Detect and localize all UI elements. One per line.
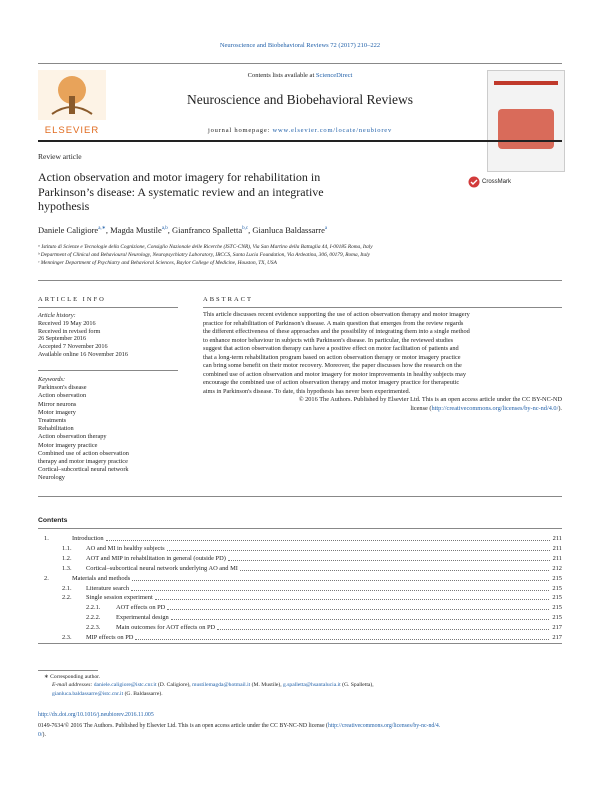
title-line-3: hypothesis — [38, 199, 90, 213]
keyword: Motor imagery practice — [38, 441, 98, 449]
toc-leader-dots — [217, 623, 549, 630]
abstract-line: aims in Parkinson's disease. To date, this hypothesis has never been experimented. — [203, 387, 411, 395]
article-info-heading: ARTICLE INFO — [38, 296, 106, 303]
toc-leader-dots — [132, 574, 549, 581]
homepage-link[interactable]: www.elsevier.com/locate/neubiorev — [272, 127, 393, 134]
affiliations-rule — [38, 280, 562, 281]
keyword: Parkinson's disease — [38, 384, 87, 392]
toc-leader-dots — [167, 603, 549, 610]
keyword: Cortical–subcortical neural network — [38, 466, 129, 474]
keyword: Motor imagery — [38, 408, 76, 416]
toc-number: 2.2.1. — [86, 604, 101, 612]
author-3[interactable]: Gianfranco Spalletta$^{b,c}$ — [172, 225, 249, 235]
journal-citation[interactable]: Neuroscience and Biobehavioral Reviews 72 (2017) 210–222 — [219, 42, 381, 49]
author-2[interactable]: Magda Mustile$^{a,b}$ — [110, 225, 168, 235]
email-owner: (G. Baldassarre). — [123, 690, 163, 697]
affiliation-c: ᶜ Menninger Department of Psychiatry and Behavioral Sciences, Baylor College of Medicine, Houston, TX, USA — [38, 260, 277, 267]
toc-page: 215 — [552, 584, 562, 592]
toc-leader-dots — [135, 633, 549, 640]
copyright-prefix: license ( — [410, 404, 432, 412]
history-revised-date: 26 September 2016 — [38, 335, 87, 343]
toc-number: 2.2. — [62, 594, 72, 602]
cover-band — [494, 81, 558, 85]
license-link[interactable]: http://creativecommons.org/licenses/by-nc-nd/4.0/ — [431, 404, 559, 412]
toc-title: Materials and methods — [72, 574, 131, 582]
copyright-line-1: © 2016 The Authors. Published by Elsevier Ltd. This is an open access article under the CC BY-NC-ND — [298, 396, 562, 403]
toc-leader-dots — [106, 534, 550, 541]
copyright-suffix: ). — [558, 404, 562, 412]
keyword: Combined use of action observation — [38, 449, 129, 457]
email-link[interactable]: g.spalletta@hsantalucia.it — [283, 682, 341, 689]
keyword: Action observation — [38, 392, 87, 400]
sciencedirect-link[interactable]: ScienceDirect — [315, 72, 353, 79]
toc-leader-dots — [131, 584, 549, 591]
toc-row[interactable] — [38, 574, 562, 584]
toc-row[interactable] — [38, 603, 562, 613]
toc-row[interactable] — [38, 633, 562, 643]
abstract-line: the different effectiveness of these approaches and the possibility of integrating them into a single method — [203, 328, 470, 335]
author-1[interactable]: Daniele Caligiore$^{a,∗}$ — [38, 225, 106, 235]
toc-page: 211 — [552, 544, 562, 552]
header-top-rule — [38, 63, 562, 64]
toc-leader-dots — [228, 554, 550, 561]
contents-heading: Contents — [38, 517, 68, 524]
toc-page: 217 — [552, 634, 562, 641]
toc-number: 2.1. — [62, 584, 72, 592]
email-owner: (D. Caligiore), — [156, 682, 193, 689]
toc-leader-dots — [240, 564, 549, 571]
keyword: Treatments — [38, 417, 67, 425]
history-received: Received 19 May 2016 — [38, 319, 96, 327]
history-online: Available online 16 November 2016 — [38, 350, 128, 358]
toc-page: 215 — [552, 614, 562, 622]
abstract-line: encourage the combined use of action observation therapy and motor imagery practice for therapeutic — [203, 379, 460, 386]
footnotes — [38, 673, 562, 698]
article-history — [38, 312, 188, 359]
homepage-prefix: journal homepage: — [207, 127, 273, 134]
toc-title: Experimental design — [116, 614, 169, 622]
keyword: therapy and motor imagery practice — [38, 458, 128, 466]
abstract-heading: ABSTRACT — [203, 296, 253, 303]
journal-homepage — [140, 127, 460, 134]
email-link[interactable]: gianluca.baldassarre@istc.cnr.it — [52, 690, 124, 697]
email-link[interactable]: mustilemagda@hotmail.it — [192, 682, 251, 689]
corresponding-author: ∗ Corresponding author. — [44, 674, 101, 680]
abstract-line: combined use of action observation and motor imagery for motor improvements in healthy subjects may — [203, 370, 467, 378]
email-label: E-mail addresses: — [52, 682, 93, 689]
issn-license-link-cont[interactable]: 0/ — [38, 731, 43, 738]
keyword: Neurology — [38, 474, 65, 482]
issn-license — [38, 722, 562, 739]
email-owner: (G. Spalletta), — [340, 682, 374, 689]
toc-number: 2.2.2. — [86, 614, 101, 622]
keyword: Mirror neurons — [38, 400, 77, 408]
abstract-line: that a long-term rehabilitation program based on action observation therapy or motor imagery practice — [203, 353, 461, 361]
toc-page: 217 — [552, 624, 562, 632]
issn-license-link[interactable]: http://creativecommons.org/licenses/by-nc-nd/4. — [327, 723, 441, 729]
copyright-line-2 — [203, 405, 562, 414]
email-owner: (M. Mustile), — [250, 682, 284, 689]
header-bottom-rule — [38, 140, 562, 142]
toc-number: 1.1. — [62, 544, 72, 552]
toc-title: AOT effects on PD — [116, 604, 166, 612]
toc-row[interactable] — [38, 593, 562, 603]
history-accepted: Accepted 7 November 2016 — [38, 343, 108, 351]
toc-title: MIP effects on PD — [86, 634, 134, 641]
toc-page: 215 — [552, 604, 562, 612]
toc-title: Single session experiment — [86, 594, 153, 602]
crossmark-label: CrossMark — [482, 179, 512, 185]
toc-row[interactable] — [38, 554, 562, 564]
toc-leader-dots — [167, 544, 550, 551]
contents-prefix: Contents lists available at — [247, 72, 316, 79]
affiliation-b: ᵇ Department of Clinical and Behavioural Neurology, Neuropsychiatry Laboratory, IRCCS, Santa Lucia Foundation, Via Ardeatina, 306, 00179, Roma, Italy — [38, 252, 370, 259]
toc-number: 1.2. — [62, 554, 72, 562]
author-list: Daniele Caligiore$^{a,∗}$, Magda Mustile$^{a,b}$, Gianfranco Spalletta$^{b,c}$, Gianluca Baldassarre$^a$ — [38, 225, 328, 235]
email-link[interactable]: daniele.caligiore@istc.cnr.it — [93, 682, 157, 689]
journal-cover-thumbnail — [487, 70, 565, 172]
toc-row[interactable] — [38, 544, 562, 554]
toc-title: AOT and MIP in rehabilitation in general (outside PD) — [86, 554, 226, 562]
toc-page: 212 — [552, 564, 562, 572]
article-title — [38, 170, 458, 214]
issn-prefix: 0149-7634/© 2016 The Authors. Published by Elsevier Ltd. This is an open access article under the CC BY-NC-ND license ( — [38, 723, 328, 729]
toc-title: Main outcomes for AOT effects on PD — [116, 624, 216, 632]
contents-bottom-rule — [38, 643, 562, 644]
article-type: Review article — [38, 152, 82, 161]
journal-title: Neuroscience and Biobehavioral Reviews — [186, 92, 414, 107]
abstract-line: to enhance motor behaviour in subjects with Parkinson's disease. In particular, the reviewed studies — [203, 336, 454, 344]
history-revised-label: Received in revised form — [38, 327, 101, 335]
abstract-line: This article discusses recent evidence supporting the use of action observation therapy and motor imagery — [203, 311, 470, 318]
publisher-name: ELSEVIER — [44, 125, 100, 136]
toc-page: 211 — [552, 554, 562, 562]
title-line-2: Parkinson’s disease: A systematic review and an integrative — [38, 184, 324, 199]
footnote-rule — [38, 670, 98, 671]
toc-title: Cortical–subcortical neural network underlying AO and MI — [86, 564, 238, 572]
toc-row[interactable] — [38, 623, 562, 633]
abstract-rule — [203, 307, 562, 308]
author-4[interactable]: Gianluca Baldassarre$^a$ — [252, 225, 328, 235]
toc-number: 2.3. — [62, 634, 72, 641]
keyword: Rehabilitation — [38, 425, 74, 433]
keyword: Action observation therapy — [38, 433, 107, 441]
toc-title: Literature search — [86, 584, 130, 592]
email-line-1 — [38, 681, 562, 689]
keywords-block — [38, 376, 188, 483]
history-rule — [38, 370, 178, 371]
abstract-line: practice for rehabilitation of Parkinson's disease. A main question that emerges from the review regards — [203, 319, 464, 327]
affiliations — [38, 243, 562, 268]
crossmark-badge[interactable] — [468, 175, 518, 189]
toc-row[interactable] — [38, 534, 562, 544]
toc-page: 215 — [552, 594, 562, 602]
doi-link[interactable]: http://dx.doi.org/10.1016/j.neubiorev.2016.11.005 — [38, 712, 154, 718]
toc-number: 2. — [44, 574, 49, 582]
email-line-2 — [38, 690, 562, 698]
abstract-bottom-rule — [38, 496, 562, 497]
history-heading: Article history: — [38, 312, 76, 319]
toc-title: AO and MI in healthy subjects — [86, 544, 165, 552]
toc-page: 215 — [552, 574, 562, 582]
abstract-line: can bring some benefit on their motor recovery. Moreover, the paper discusses how the research on the — [203, 362, 462, 369]
keywords-heading: Keywords: — [38, 376, 66, 383]
affiliation-a: ᵃ Istituto di Scienze e Tecnologie della Cognizione, Consiglio Nazionale delle Ricerche (ISTC-CNR), Via San Martino della Battaglia 44, I-00185 Roma, Italy — [38, 244, 373, 250]
toc-page: 211 — [552, 535, 562, 542]
toc-number: 1. — [44, 535, 49, 542]
crossmark-icon — [468, 176, 480, 188]
elsevier-logo — [38, 70, 106, 134]
toc-leader-dots — [155, 593, 549, 600]
abstract-line: suggest that action observation therapy can have a positive effect on motor facilitation of patients and — [203, 345, 459, 352]
toc-leader-dots — [171, 613, 549, 620]
toc-number: 2.2.3. — [86, 624, 101, 632]
issn-suffix: ). — [42, 731, 46, 738]
toc-title: Introduction — [72, 535, 104, 542]
toc-number: 1.3. — [62, 564, 72, 572]
toc-row[interactable] — [38, 613, 562, 623]
toc-row[interactable] — [38, 584, 562, 594]
article-info-rule — [38, 307, 178, 308]
cover-image — [498, 109, 554, 149]
contents-rule — [38, 528, 562, 529]
title-line-1: Action observation and motor imagery for rehabilitation in — [38, 170, 321, 184]
abstract-text — [203, 311, 562, 413]
toc-row[interactable] — [38, 564, 562, 574]
